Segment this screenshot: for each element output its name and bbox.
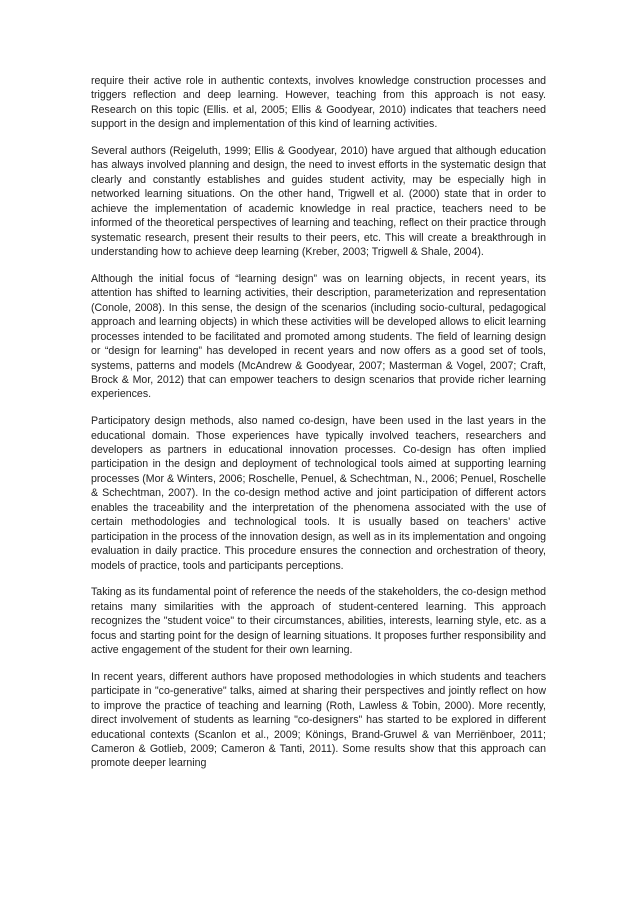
paragraph-3: Although the initial focus of “learning design” was on learning objects, in recent years, its attention has shifted to learning activities, their description, parameterization and representation (Conole, 2008). In this sense, the design of the scenarios (including socio-cultural, pedagogical approach and learning objects) in which these activities will be developed allows to elicit learning processes intended to be facilitated and promoted among students. The field of learning design or “design for learning” has developed in recent years and now offers as a good set of tools, systems, patterns and models (McAndrew & Goodyear, 2007; Masterman & Vogel, 2007; Craft, Brock & Mor, 2012) that can empower teachers to design scenarios that provide richer learning experiences. [91,272,546,401]
paragraph-1: require their active role in authentic contexts, involves knowledge construction processes and triggers reflection and deep learning. However, teaching from this approach is not easy. Research on this topic (Ellis. et al, 2005; Ellis & Goodyear, 2010) indicates that teachers need support in the design and implementation of this kind of learning activities. [91,75,546,131]
paragraph-2: Several authors (Reigeluth, 1999; Ellis & Goodyear, 2010) have argued that although education has always involved planning and design, the need to invest efforts in the systematic design that clearly and constantly establishes and guides student activity, may be especially high in networked learning situations. On the other hand, Trigwell et al. (2000) state that in order to achieve the implementation of academic knowledge in real practice, teachers need to be informed of the theoretical perspectives of learning and teaching, reflect on their practice through systematic research, present their results to their peers, etc. This will create a breakthrough in understanding how to achieve deep learning (Kreber, 2003; Trigwell & Shale, 2004). [91,145,546,259]
paragraph-4: Participatory design methods, also named co-design, have been used in the last years in the educational domain. Those experiences have typically involved teachers, researchers and developers as partners in educational innovation processes. Co-design has often implied participation in the design and deployment of technological tools aimed at supporting learning processes (Mor & Winters, 2006; Roschelle, Penuel, & Schechtman, N., 2006; Penuel, Roschelle & Schechtman, 2007). In the co-design method active and joint participation of different actors enables the traceability and the interpretation of the phenomena associated with the use of certain methodologies and technological tools. It is usually based on teachers’ active participation in the process of the innovation design, as well as in its implementation and ongoing evaluation in daily practice. This procedure ensures the connection and orchestration of theory, models of practice, tools and participants perceptions. [91,415,546,572]
paragraph-6: In recent years, different authors have proposed methodologies in which students and teachers participate in "co-generative" talks, aimed at sharing their perspectives and jointly reflect on how to improve the practice of teaching and learning (Roth, Lawless & Tobin, 2000). More recently, direct involvement of students as learning "co-designers" has started to be explored in different educational contexts (Scanlon et al., 2009; Könings, Brand-Gruwel & van Merriënboer, 2011; Cameron & Gotlieb, 2009; Cameron & Tanti, 2011). Some results show that this approach can promote deeper learning [91,670,546,770]
paragraph-5: Taking as its fundamental point of reference the needs of the stakeholders, the co-design method retains many similarities with the approach of student-centered learning. This approach recognizes the "student voice" to their circumstances, abilities, interests, learning style, etc. as a focus and starting point for the design of learning situations. It proposes further responsibility and active engagement of the student for their own learning. [91,586,546,657]
document-page [91,74,546,783]
